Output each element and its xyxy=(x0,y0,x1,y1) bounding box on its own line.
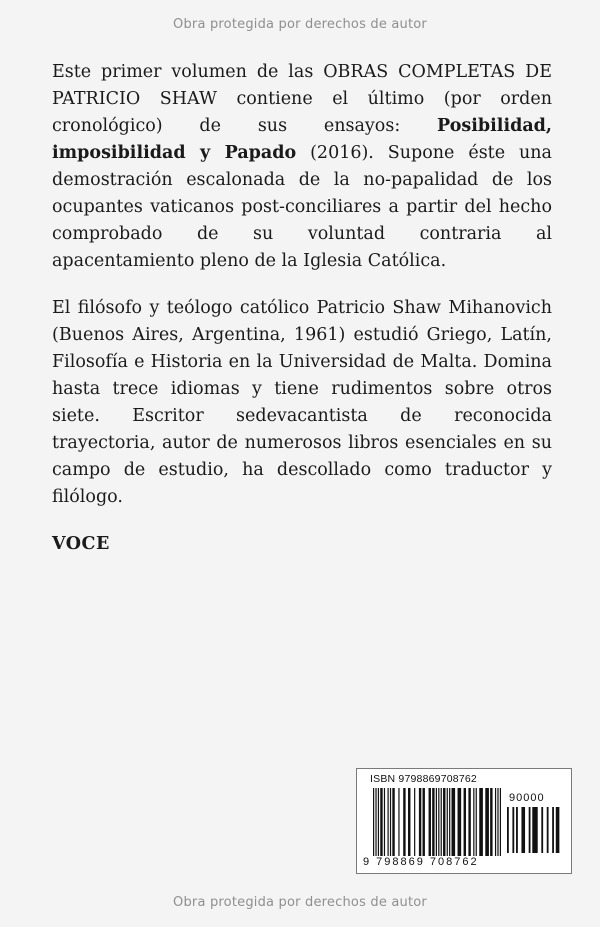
barcode-bar xyxy=(447,788,448,856)
barcode-bar xyxy=(552,807,554,853)
barcode-bar xyxy=(547,807,549,853)
barcode-bar xyxy=(392,788,394,856)
barcode-bar xyxy=(473,788,474,856)
author-bio-paragraph: El filósofo y teólogo católico Patricio Shaw Mihanovich (Buenos Aires, Argentina, 1961) estudió Griego, Latín, Filosofía e Historia en la Universidad de Malta. Domina hasta trece idiomas y tiene rudimentos sobre otros siete. Escritor sedevacantista de reconocida trayectoria, autor de numerosos libros esenciales en su campo de estudio, ha descollado como traductor y filólogo. xyxy=(52,298,552,507)
barcode-bar xyxy=(378,788,379,856)
barcode-bar xyxy=(485,788,489,856)
description-paragraph xyxy=(52,59,552,275)
barcode-bar xyxy=(441,788,442,856)
barcode-bar xyxy=(414,788,415,856)
barcode-bar xyxy=(476,788,477,856)
isbn-barcode-box xyxy=(356,768,572,874)
essay-title: Posibilidad, imposibilidad y Papado xyxy=(52,116,552,163)
barcode-bar xyxy=(373,788,374,856)
barcode-bar xyxy=(532,807,537,853)
publisher-name: VOCE xyxy=(52,534,110,554)
barcode-bar xyxy=(497,788,498,856)
barcode-bar xyxy=(512,807,514,853)
barcode-bar xyxy=(500,788,501,856)
barcode-bar xyxy=(387,788,388,856)
barcode-bar xyxy=(451,788,455,856)
addon-barcode-bars xyxy=(507,807,563,853)
barcode-bar xyxy=(556,807,560,853)
barcode-bar xyxy=(541,807,543,853)
barcode-bar xyxy=(419,788,421,856)
back-cover-text xyxy=(52,59,552,554)
barcode-bar xyxy=(375,788,376,856)
barcode-bar xyxy=(423,788,425,856)
barcode-bar xyxy=(495,788,496,856)
barcode-bar xyxy=(432,788,434,856)
barcode-bar xyxy=(380,788,382,856)
barcode-bar xyxy=(507,807,509,853)
barcode-bar xyxy=(490,788,492,856)
barcode-bar xyxy=(390,788,391,856)
copyright-watermark-bottom: Obra protegida por derechos de autor xyxy=(173,895,427,910)
barcode-bar xyxy=(516,807,518,853)
barcode-bar xyxy=(529,807,531,853)
barcode-bars xyxy=(373,788,501,856)
barcode-bar xyxy=(458,788,462,856)
barcode-bar xyxy=(438,788,439,856)
barcode-bar xyxy=(521,807,525,853)
barcode-bar xyxy=(384,788,385,856)
barcode-bar xyxy=(398,788,399,856)
isbn-label: ISBN 9798869708762 xyxy=(370,773,477,785)
barcode-bar xyxy=(403,788,405,856)
description-text-1: Este primer volumen de las OBRAS COMPLETAS DE PATRICIO SHAW contiene el último (por orden cronológico) de sus ensayos: xyxy=(52,62,552,136)
barcode-bar xyxy=(429,788,431,856)
price-addon-code: 90000 xyxy=(509,792,545,804)
barcode-bar xyxy=(408,788,410,856)
barcode-bar xyxy=(479,788,483,856)
isbn-digits: 9 798869 708762 xyxy=(363,856,479,868)
barcode-bar xyxy=(468,788,470,856)
copyright-watermark-top: Obra protegida por derechos de autor xyxy=(173,17,427,32)
description-text-2: (2016). Supone éste una demostración escalonada de la no-papalidad de los ocupantes vaticanos post-conciliares a partir del hecho comprobado de su voluntad contraria al apacentamiento pleno de la Iglesia Católica. xyxy=(52,143,552,271)
barcode-bar xyxy=(443,788,445,856)
barcode-bar xyxy=(449,788,450,856)
barcode-bar xyxy=(436,788,437,856)
barcode-bar xyxy=(464,788,466,856)
